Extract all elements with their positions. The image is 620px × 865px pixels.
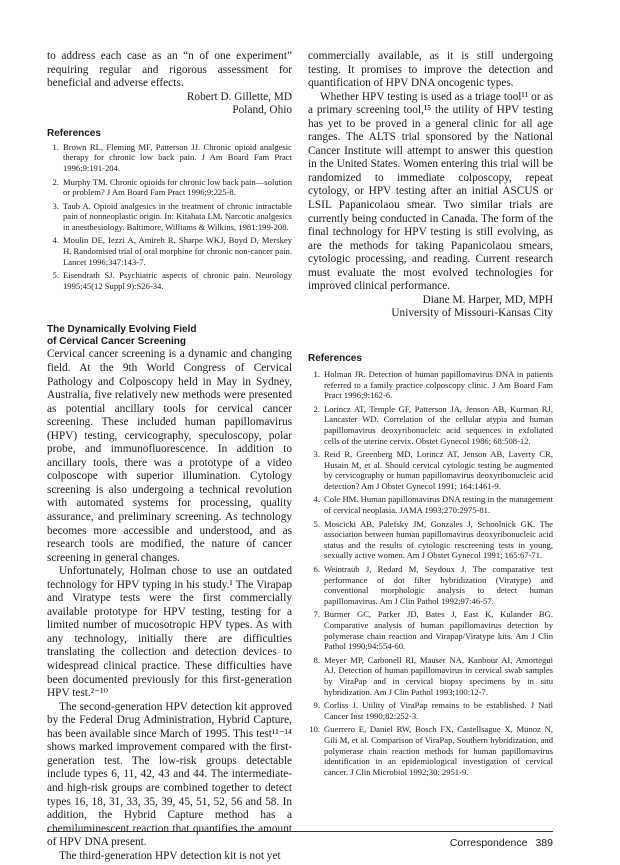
- footer-rule: [47, 831, 553, 832]
- reference-text: Holman JR. Detection of human papillomavirus DNA in patients referred to a family practice colposcopy clinic. J Am Board Fam Pract 1996;9:162-6.: [324, 368, 553, 401]
- reference-number: 2.: [313, 403, 320, 414]
- body-paragraph: Whether HPV testing is used as a triage tool¹¹ or as a primary screening tool,¹⁵ the utility of HPV testing has yet to be proved in a general clinic for all age ranges. The ALTS trial sponsored by the National Cancer Institute will attempt to answer this question in the United States. Women entering this trial will be randomized to immediate colposcopy, repeat cytology, or HPV testing after an initial ASCUS or LSIL Papanicolaou smear. Two similar trials are currently being conducted in Canada. The form of the final technology for HPV testing is still evolving, as are the methods for taking Papanicolaou smears, cytologic processing, and reading. Current research must evaluate the most evolved technologies for improved clinical performance.: [308, 90, 553, 293]
- section-title: [47, 324, 292, 348]
- reference-text: Eisendrath SJ. Psychiatric aspects of chronic pain. Neurology 1995;45(12 Suppl 9):S26-34.: [63, 270, 292, 291]
- reference-text: Moscicki AB, Palefsky JM, Gonzales J, Schoolnick GK. The association between human papillomavirus deoxyribonucleic acid status and the results of cytologic rescreening tests in young, sexually active women. Am J Obstet Gynecol 1991; 165:67-71.: [324, 518, 553, 561]
- reference-text: Murphy TM. Chronic opioids for chronic low back pain—solution or problem? J Am Board Fam Pract 1996;9:225-8.: [63, 176, 292, 198]
- left-column: [47, 50, 292, 863]
- reference-item: [47, 270, 292, 291]
- author-name: Diane M. Harper, MD, MPH: [422, 293, 553, 306]
- reference-number: 3.: [52, 200, 59, 211]
- body-paragraph: commercially available, as it is still undergoing testing. It promises to improve the detection and quantification of HPV DNA oncogenic types.: [308, 50, 553, 90]
- reference-number: 2.: [52, 176, 59, 187]
- reference-number: 1.: [313, 368, 320, 379]
- author-location: Poland, Ohio: [232, 104, 292, 117]
- reference-item: [308, 724, 553, 777]
- intro-paragraph: to address each case as an “n of one experiment” requiring regular and rigorous assessment for beneficial and adverse effects.: [47, 50, 292, 90]
- references-heading: References: [47, 127, 101, 139]
- reference-text: Guerrero E, Daniel RW, Bosch FX, Castellsague X, Munoz N, Gili M, et al. Comparison of ViraPap, Southern hybridization, and polymerase chain reaction methods for human papillomavirus identification in an epidemiological investigation of cervical cancer. J Clin Microbiol 1992;30: 2951-9.: [324, 724, 553, 777]
- body-paragraph: Unfortunately, Holman chose to use an outdated technology for HPV typing in his study.¹ The Virapap and Viratype tests were the first commercially available prototype for HPV testing, testing for a limited number of mucosotropic HPV types. As with any technology, initially there are difficulties translating the collection and detection devices to widespread clinical practice. These difficulties have been documented previously for this first-generation HPV test.²⁻¹⁰: [47, 565, 292, 700]
- reference-text: Taub A. Opioid analgesics in the treatment of chronic intractable pain of nonneoplastic origin. In: Kitahata LM. Narcotic analgesics in anesthesiology. Baltimore, Williams & Wilkins, 1981:199-208.: [63, 200, 292, 232]
- footer-section-name: Correspondence: [449, 837, 528, 849]
- reference-number: 3.: [313, 449, 320, 460]
- reference-text: Reid R, Greenberg MD, Lorincz AT, Jenson AB, Laverty CR, Husain M, et al. Should cervical cytologic testing be augmented by cervicography or human papillomavirus deoxyribonucleic acid detection? Am J Obstet Gynecol 1991; 164:1461-9.: [324, 449, 553, 491]
- author-name: Robert D. Gillette, MD: [186, 90, 292, 103]
- references-heading: References: [308, 352, 362, 364]
- reference-text: Meyer MP, Carbonell RI, Mauser NA, Kanbour AI, Amortegui AJ. Detection of human papillomavirus in cervical swab samples by ViraPap and in cervical biopsy specimens by in situ hybridization. Am J Clin Pathol 1993;100:12-7.: [324, 654, 553, 697]
- reference-text: Moulin DE, Iezzi A, Amireh R, Sharpe WKJ, Boyd D, Merskey H. Randomised trial of oral morphine for chronic non-cancer pain. Lancet 1996;347:143-7.: [63, 235, 292, 267]
- reference-number: 5.: [313, 518, 320, 529]
- reference-text: Weintraub J, Redard M, Seydoux J. The comparative test performance of dot filter hybridization (Viratype) and conventional morphologic analysis to detect human papillomavirus. Am J Clin Pathol 1992;97:46-57.: [324, 564, 553, 606]
- reference-number: 6.: [313, 564, 320, 575]
- reference-item: [47, 201, 292, 233]
- section-title-line1: The Dynamically Evolving Field: [47, 324, 197, 336]
- reference-text: Cole HM. Human papillomavirus DNA testing in the management of cervical neoplasia. JAMA 1993;270:2975-81.: [324, 494, 553, 516]
- reference-item: [47, 177, 292, 198]
- reference-text: Burmer GC, Parker JD, Bates J, East K, Kulander BG. Comparative analysis of human papillomavirus detection by polymerase chain reaction and Virapap/Viratype kits. Am J Clin Pathol 1990;94:554-60.: [324, 609, 553, 652]
- reference-item: [308, 655, 553, 697]
- reference-item: [308, 564, 553, 606]
- body-paragraph: Cervical cancer screening is a dynamic and changing field. At the 9th World Congress of Cervical Pathology and Colposcopy held in May in Sydney, Australia, five relatively new methods were presented as potential ancillary tools for cervical cancer screening. These included human papillomavirus (HPV) testing, cervicography, speculoscopy, polar probe, and immunofluorescence. In addition to ancillary tools, there was a prototype of a video colposcope with superior illumination. Cytology screening is also undergoing a technical revolution with automated systems for processing, quality assurance, and preliminary screening. As technology becomes more accessible and understood, and as research tools are modified, the nature of cancer screening in general changes.: [47, 348, 292, 564]
- reference-text: Lorincz AT, Temple GF, Patterson JA, Jenson AB, Kurman RJ, Lancaster WD. Correlation of the cellular atypia and human papillomavirus deoxyribonucleic acid sequences in exfoliated cells of the uterine cervix. Obstet Gynecol 1986; 68:508-12.: [324, 403, 553, 446]
- reference-number: 10.: [309, 724, 320, 735]
- body-paragraph: The third-generation HPV detection kit is not yet: [59, 849, 281, 862]
- reference-number: 8.: [313, 654, 320, 665]
- reference-number: 4.: [313, 494, 320, 505]
- right-column: [308, 50, 553, 780]
- reference-item: [308, 700, 553, 721]
- page-footer: [442, 837, 553, 849]
- reference-list: [47, 142, 292, 292]
- reference-item: [308, 609, 553, 651]
- reference-number: 5.: [52, 270, 59, 281]
- reference-item: [308, 494, 553, 515]
- author-affiliation: University of Missouri-Kansas City: [391, 307, 553, 320]
- reference-item: [47, 235, 292, 267]
- reference-number: 1.: [52, 141, 59, 152]
- reference-number: 9.: [313, 700, 320, 711]
- reference-item: [308, 519, 553, 561]
- reference-item: [308, 449, 553, 491]
- reference-item: [308, 404, 553, 446]
- reference-item: [47, 142, 292, 174]
- reference-list: [308, 369, 553, 777]
- reference-text: Brown RL, Fleming MF, Patterson JJ. Chronic opioid analgesic therapy for chronic low back pain. J Am Board Fam Pract 1996;9:191-204.: [63, 141, 292, 173]
- reference-item: [308, 369, 553, 401]
- reference-text: Corliss J. Utility of ViraPap remains to be established. J Natl Cancer Inst 1990;82:252-3.: [324, 700, 553, 721]
- reference-number: 7.: [313, 609, 320, 620]
- page-number: 389: [535, 837, 553, 849]
- body-paragraph: The second-generation HPV detection kit approved by the Federal Drug Administration, Hybrid Capture, has been available since March of 1995. This test¹¹⁻¹⁴ shows marked improvement compared with the first-generation test. The low-risk groups detectable include types 6, 11, 42, 43 and 44. The intermediate- and high-risk groups are combined together to detect types 16, 18, 31, 33, 35, 39, 45, 51, 52, 56 and 58. In addition, the Hybrid Capture method has a chemiluminescent reaction that quantifies the amount of HPV DNA present.: [47, 700, 292, 849]
- section-title-line2: of Cervical Cancer Screening: [47, 336, 186, 348]
- reference-number: 4.: [52, 235, 59, 246]
